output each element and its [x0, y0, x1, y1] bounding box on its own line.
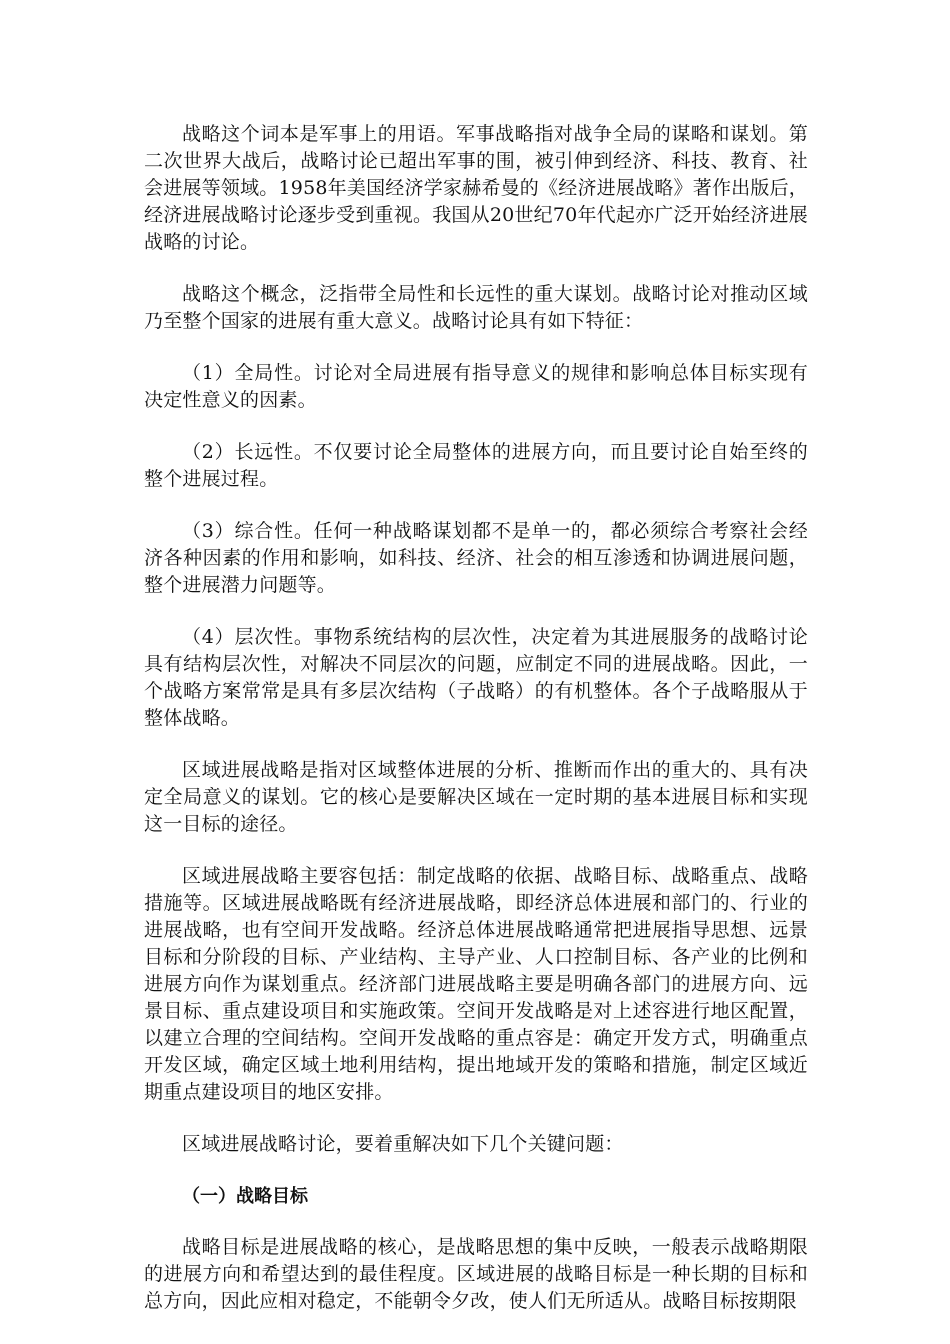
paragraph-key-problems: 区域进展战略讨论，要着重解决如下几个关键问题：	[182, 1133, 624, 1155]
paragraph-strategy-origin: 战略这个词本是军事上的用语。军事战略指对战争全局的谋略和谋划。第二次世界大战后，战略讨论已超出军事的围，被引伸到经济、科技、教育、社会进展等领域。1958年美国经济学家赫希曼的《经济进展战略》著作出版后，经济进展战略讨论逐步受到重视。我国从20世纪70年代起亦广泛开始经济进展战略的讨论。	[144, 123, 808, 253]
paragraph-feature-hierarchical: （4）层次性。事物系统结构的层次性，决定着为其进展服务的战略讨论具有结构层次性，对解决不同层次的问题，应制定不同的进展战略。因此，一个战略方案常常是具有多层次结构（子战略）的有机整体。各个子战略服从于整体战略。	[144, 626, 808, 729]
paragraph-feature-comprehensive: （3）综合性。任何一种战略谋划都不是单一的，都必须综合考察社会经济各种因素的作用和影响，如科技、经济、社会的相互渗透和协调进展问题，整个进展潜力问题等。	[144, 520, 808, 596]
paragraph-feature-long-term: （2）长远性。不仅要讨论全局整体的进展方向，而且要讨论自始至终的整个进展过程。	[144, 441, 808, 490]
section-heading-strategic-goal: （一）战略目标	[182, 1186, 308, 1207]
paragraph-feature-global: （1）全局性。讨论对全局进展有指导意义的规律和影响总体目标实现有决定性意义的因素。	[144, 362, 808, 411]
paragraph-strategic-goal: 战略目标是进展战略的核心，是战略思想的集中反映，一般表示战略期限的进展方向和希望达到的最佳程度。区域进展的战略目标是一种长期的目标和总方向，因此应相对稳定，不能朝令夕改，使人们无所适从。战略目标按期限	[144, 1236, 808, 1312]
paragraph-regional-strategy-content: 区域进展战略主要容包括：制定战略的依据、战略目标、战略重点、战略措施等。区域进展战略既有经济进展战略，即经济总体进展和部门的、行业的进展战略，也有空间开发战略。经济总体进展战略通常把进展指导思想、远景目标和分阶段的目标、产业结构、主导产业、人口控制目标、各产业的比例和进展方向作为谋划重点。经济部门进展战略主要是明确各部门的进展方向、远景目标、重点建设项目和实施政策。空间开发战略是对上述容进行地区配置，以建立合理的空间结构。空间开发战略的重点容是：确定开发方式，明确重点开发区域，确定区域土地利用结构，提出地域开发的策略和措施，制定区域近期重点建设项目的地区安排。	[144, 865, 808, 1103]
paragraph-strategy-concept: 战略这个概念，泛指带全局性和长远性的重大谋划。战略讨论对推动区域乃至整个国家的进展有重大意义。战略讨论具有如下特征：	[144, 283, 808, 332]
document-page	[144, 121, 808, 1315]
paragraph-regional-strategy-definition: 区域进展战略是指对区域整体进展的分析、推断而作出的重大的、具有决定全局意义的谋划。它的核心是要解决区域在一定时期的基本进展目标和实现这一目标的途径。	[144, 759, 808, 835]
